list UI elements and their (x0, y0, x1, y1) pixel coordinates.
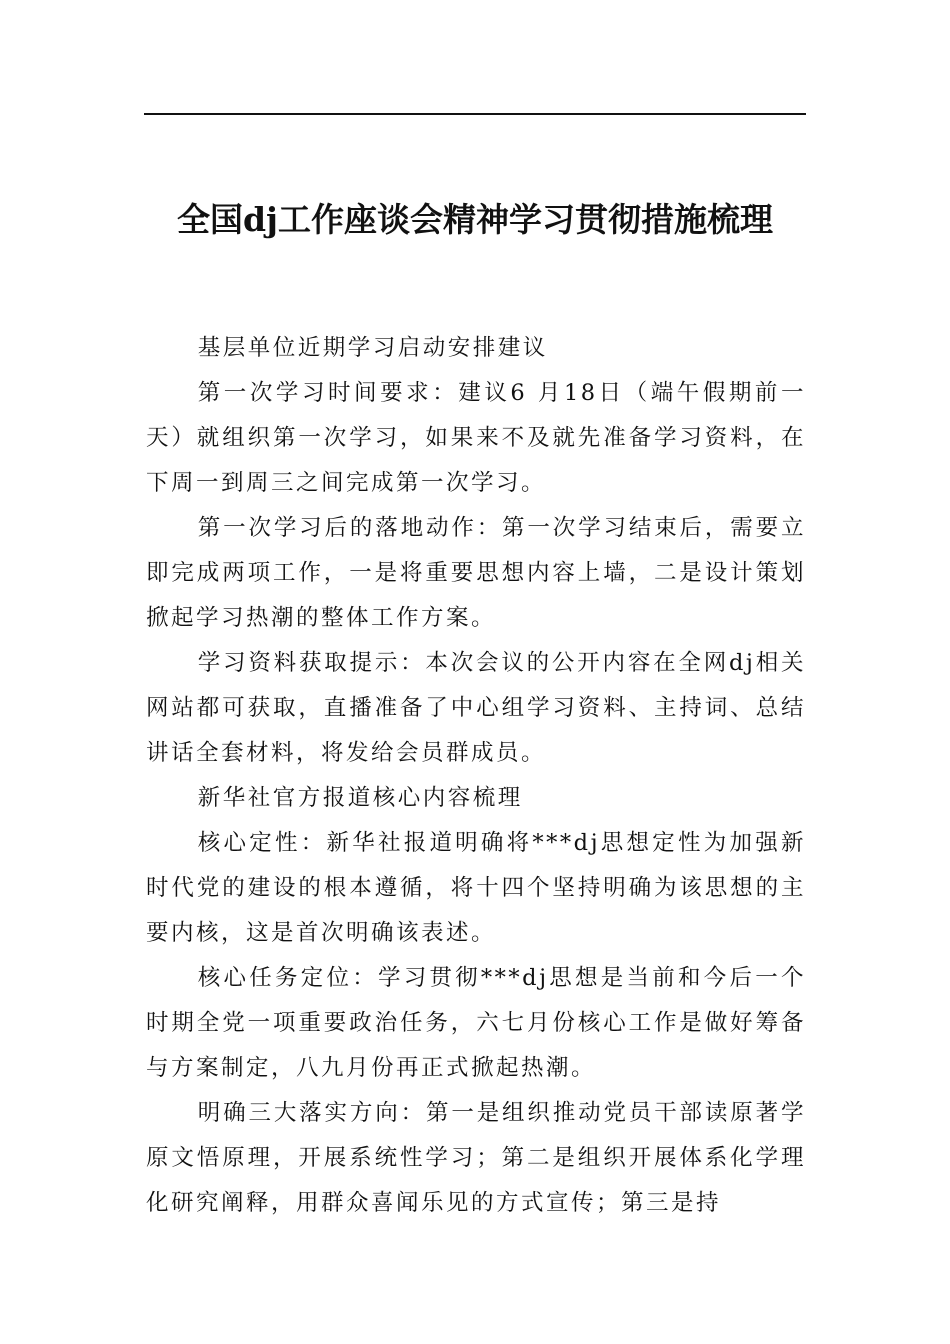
document-body (146, 326, 806, 1226)
paragraph-first-study-time: 第一次学习时间要求：建议6 月18日（端午假期前一天）就组织第一次学习，如果来不及就先准备学习资料，在下周一到周三之间完成第一次学习。 (146, 380, 806, 496)
paragraph-section-heading-1: 基层单位近期学习启动安排建议 (197, 335, 548, 361)
paragraph-materials-tip: 学习资料获取提示：本次会议的公开内容在全网dj相关网站都可获取，直播准备了中心组学习资料、主持词、总结讲话全套材料，将发给会员群成员。 (146, 650, 806, 766)
paragraph-core-definition: 核心定性：新华社报道明确将***dj思想定性为加强新时代党的建设的根本遵循，将十四个坚持明确为该思想的主要内核，这是首次明确该表述。 (146, 830, 806, 946)
paragraph-post-study-actions: 第一次学习后的落地动作：第一次学习结束后，需要立即完成两项工作，一是将重要思想内容上墙，二是设计策划掀起学习热潮的整体工作方案。 (146, 515, 806, 631)
header-rule (144, 113, 806, 115)
document-title: 全国dj工作座谈会精神学习贯彻措施梳理 (176, 200, 773, 239)
paragraph-section-heading-2: 新华社官方报道核心内容梳理 (197, 785, 523, 811)
paragraph-three-directions: 明确三大落实方向：第一是组织推动党员干部读原著学原文悟原理，开展系统性学习；第二是组织开展体系化学理化研究阐释，用群众喜闻乐见的方式宣传；第三是持 (146, 1100, 806, 1216)
paragraph-core-task: 核心任务定位：学习贯彻***dj思想是当前和今后一个时期全党一项重要政治任务，六七月份核心工作是做好筹备与方案制定，八九月份再正式掀起热潮。 (146, 965, 806, 1081)
